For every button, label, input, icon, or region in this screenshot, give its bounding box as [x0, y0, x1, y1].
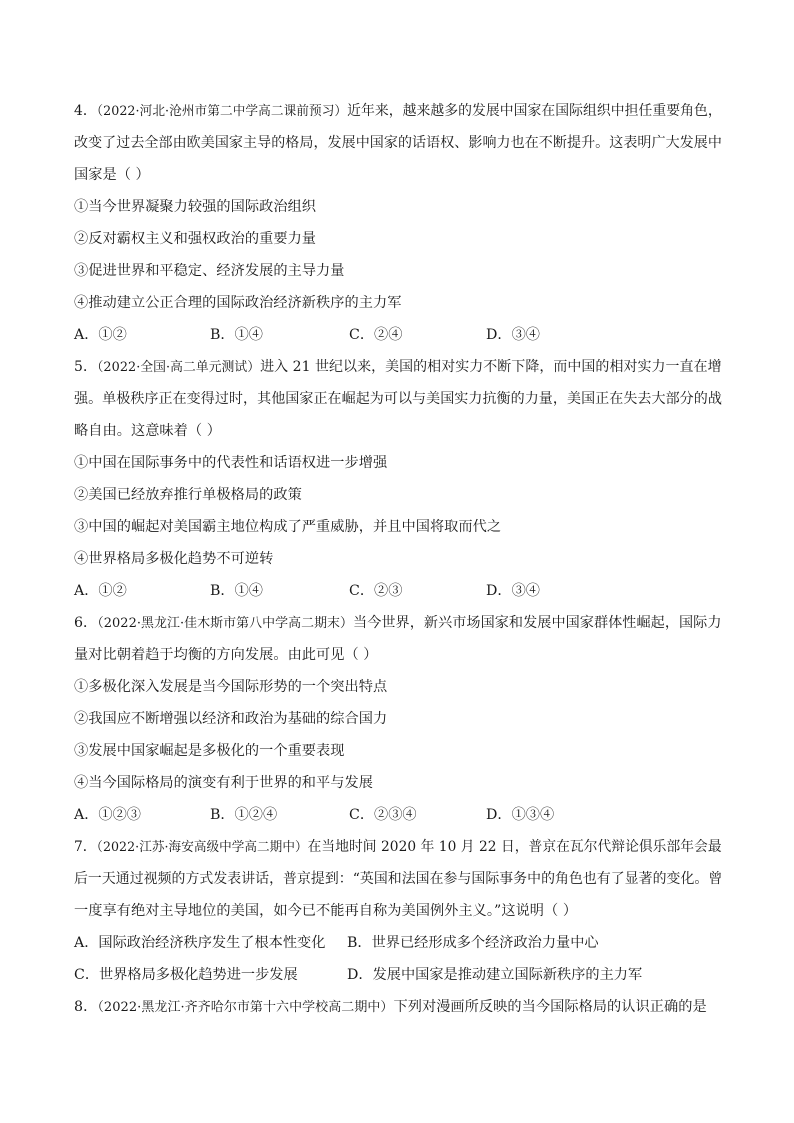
q6-statement-4: ④当今国际格局的演变有利于世界的和平与发展 [74, 775, 373, 791]
q4-option-a: A．①② [74, 327, 127, 343]
q4-line-2: 改变了过去全部由欧美国家主导的格局，发展中国家的话语权、影响力也在不断提升。这表明广大发展中 [74, 135, 722, 151]
q6-option-c: C．②③④ [349, 807, 417, 823]
q7-line-3: 一度享有绝对主导地位的美国，如今已不能再自称为美国例外主义。”这说明（ ） [74, 903, 578, 919]
q4-line-3: 国家是（ ） [74, 167, 150, 183]
q7-line-1: 7．（2022·江苏·海安高级中学高二期中）在当地时间 2020 年 10 月 22 日，普京在瓦尔代辩论俱乐部年会最 [74, 839, 722, 855]
q4-option-c: C．②④ [349, 327, 403, 343]
q4-statement-2: ②反对霸权主义和强权政治的重要力量 [74, 231, 317, 247]
q4-option-d: D．③④ [486, 327, 540, 343]
q4-statement-4: ④推动建立公正合理的国际政治经济新秩序的主力军 [74, 295, 402, 311]
q5-line-2: 强。单极秩序正在变得过时，其他国家正在崛起为可以与美国实力抗衡的力量，美国正在失去大部分的战 [74, 391, 722, 407]
q5-statement-1: ①中国在国际事务中的代表性和话语权进一步增强 [74, 455, 388, 471]
q6-statement-2: ②我国应不断增强以经济和政治为基础的综合国力 [74, 711, 388, 727]
q5-statement-3: ③中国的崛起对美国霸主地位构成了严重威胁，并且中国将取而代之 [74, 519, 502, 535]
q6-option-d: D．①③④ [486, 807, 555, 823]
q6-option-b: B．①②④ [210, 807, 278, 823]
q4-statement-3: ③促进世界和平稳定、经济发展的主导力量 [74, 263, 345, 279]
q6-statement-3: ③发展中国家崛起是多极化的一个重要表现 [74, 743, 345, 759]
q4-option-b: B．①④ [210, 327, 263, 343]
q7-option-c: C．世界格局多极化趋势进一步发展 [74, 967, 298, 983]
q5-statement-4: ④世界格局多极化趋势不可逆转 [74, 551, 274, 567]
q5-statement-2: ②美国已经放弃推行单极格局的政策 [74, 487, 302, 503]
q5-option-c: C．②③ [349, 583, 403, 599]
q5-option-b: B．①④ [210, 583, 263, 599]
q6-option-a: A．①②③ [74, 807, 141, 823]
q7-line-2: 后一天通过视频的方式发表讲话，普京提到：“英国和法国在参与国际事务中的角色也有了显著的变化。曾 [74, 871, 723, 887]
q5-line-3: 略自由。这意味着（ ） [74, 423, 221, 439]
q7-option-d: D．发展中国家是推动建立国际新秩序的主力军 [347, 967, 643, 983]
q6-line-2: 量对比朝着趋于均衡的方向发展。由此可见（ ） [74, 647, 378, 663]
q5-option-a: A．①② [74, 583, 127, 599]
q6-line-1: 6．（2022·黑龙江·佳木斯市第八中学高二期末）当今世界，新兴市场国家和发展中国家群体性崛起，国际力 [74, 615, 722, 631]
q5-line-1: 5．（2022·全国·高二单元测试）进入 21 世纪以来，美国的相对实力不断下降，而中国的相对实力一直在增 [74, 359, 722, 375]
q7-option-b: B．世界已经形成多个经济政治力量中心 [347, 935, 599, 951]
q4-statement-1: ①当今世界凝聚力较强的国际政治组织 [74, 199, 317, 215]
q6-statement-1: ①多极化深入发展是当今国际形势的一个突出特点 [74, 679, 388, 695]
q4-line-1: 4．（2022·河北·沧州市第二中学高二课前预习）近年来，越来越多的发展中国家在国际组织中担任重要角色， [74, 103, 722, 119]
q7-option-a: A．国际政治经济秩序发生了根本性变化 [74, 935, 326, 951]
q8-line-1: 8．（2022·黑龙江·齐齐哈尔市第十六中学校高二期中）下列对漫画所反映的当今国际格局的认识正确的是 [74, 999, 707, 1015]
q5-option-d: D．③④ [486, 583, 540, 599]
